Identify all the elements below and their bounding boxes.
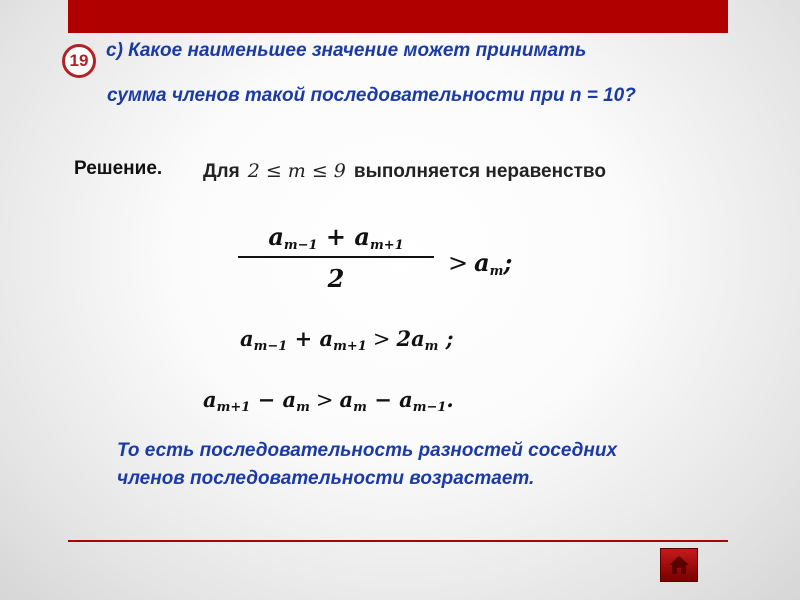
bottom-divider [68,540,728,542]
solution-condition: 2 ≤ m ≤ 9 [247,160,346,182]
fraction-bar [238,256,434,258]
solution-intro [203,160,606,183]
question-line-1: с) Какое наименьшее значение может принимать [106,40,587,61]
inequality-2: $a_{m-1} + a_{m+1} > 2a_m$ ; [240,326,454,354]
top-banner [68,0,728,33]
problem-number: 19 [69,51,89,70]
inequality-3: $a_{m+1} - a_m > a_m - a_{m-1}$. [203,387,454,415]
question-line-2: сумма членов такой последовательности при n = 10? [107,85,636,106]
fraction-formula [238,222,434,293]
problem-number-badge [62,44,96,78]
solution-intro-word: Для [203,161,240,182]
conclusion-text [117,437,717,493]
home-icon [667,554,691,576]
home-button[interactable] [660,548,698,582]
conclusion-line-1: То есть последовательность разностей соседних [117,440,618,461]
fraction-denominator: 2 [327,264,345,293]
inequality-1-rhs: > $a_m$; [448,248,513,279]
solution-label: Решение. [74,158,163,179]
conclusion-line-2: членов последовательности возрастает. [117,468,535,489]
fraction-numerator: $a_{m-1} + a_{m+1}$ [268,222,404,253]
solution-intro-rest: выполняется неравенство [353,161,606,182]
